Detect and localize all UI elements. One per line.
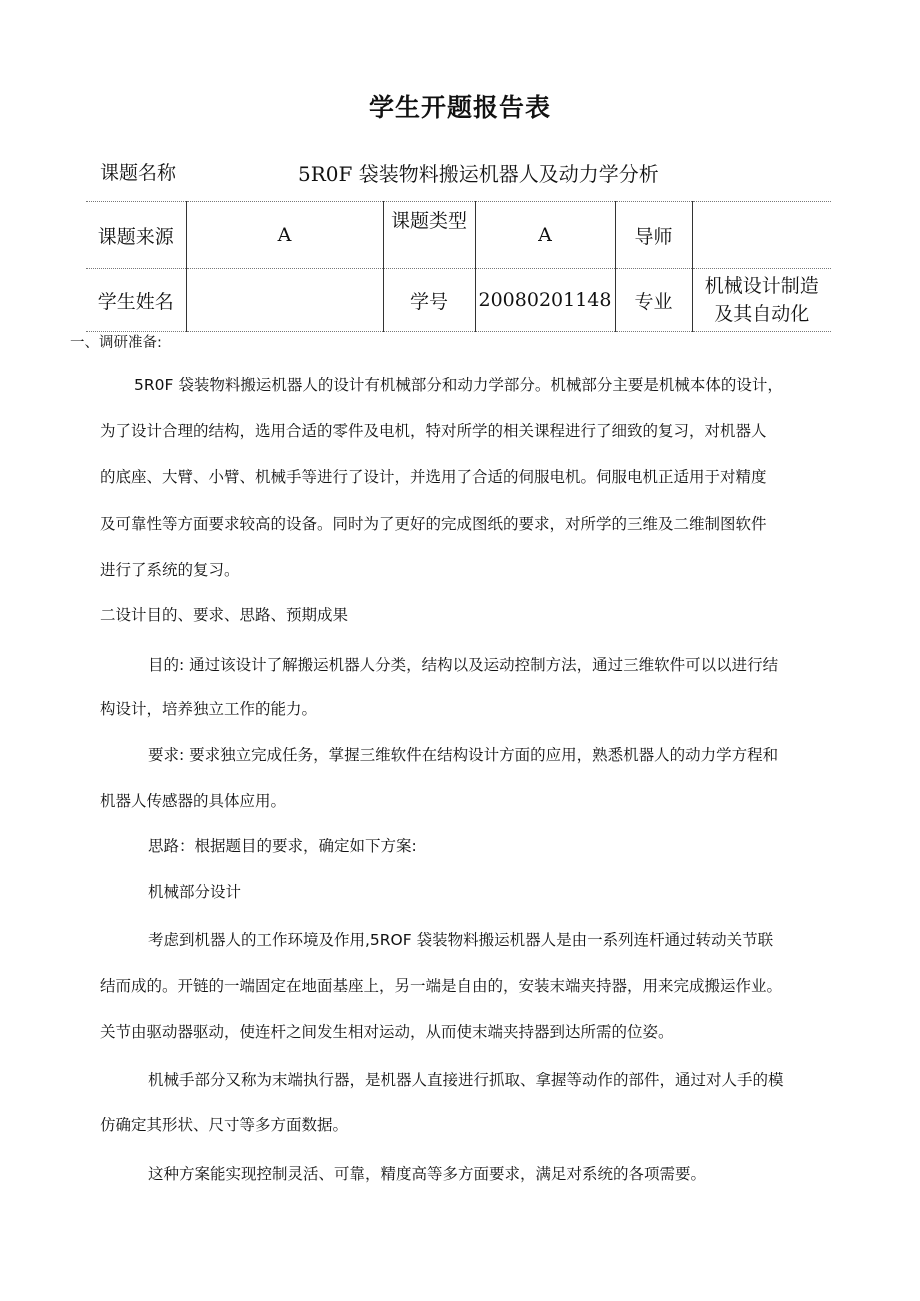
table-row bbox=[86, 202, 831, 269]
mech-heading: 机械部分设计 bbox=[148, 883, 242, 901]
id-value: 20080201148 bbox=[475, 269, 615, 332]
id-label: 学号 bbox=[383, 269, 475, 332]
major-value bbox=[692, 269, 831, 332]
requirement-line: 要求: 要求独立完成任务，掌握三维软件在结构设计方面的应用，熟悉机器人的动力学方程和 bbox=[148, 746, 779, 764]
type-value: A bbox=[475, 202, 615, 269]
student-label: 学生姓名 bbox=[86, 269, 186, 332]
p2-line: 仿确定其形状、尺寸等多方面数据。 bbox=[100, 1116, 349, 1134]
approach-line: 思路：根据题目的要求，确定如下方案: bbox=[148, 837, 417, 855]
section1-line: 5R0F 袋装物料搬运机器人的设计有机械部分和动力学部分。机械部分主要是机械本体的设计， bbox=[134, 376, 783, 394]
p1-line: 考虑到机器人的工作环境及作用,5ROF 袋装物料搬运机器人是由一系列连杆通过转动关节联 bbox=[148, 931, 774, 949]
table-row bbox=[86, 269, 831, 332]
advisor-value bbox=[692, 202, 831, 269]
section1-line: 为了设计合理的结构，选用合适的零件及电机，特对所学的相关课程进行了细致的复习，对机器人 bbox=[100, 422, 767, 440]
section1-heading: 一、调研准备: bbox=[70, 335, 162, 351]
p1-line: 关节由驱动器驱动，使连杆之间发生相对运动，从而使末端夹持器到达所需的位姿。 bbox=[100, 1023, 674, 1041]
p2-line: 机械手部分又称为末端执行器，是机器人直接进行抓取、拿握等动作的部件，通过对人手的模 bbox=[148, 1071, 784, 1089]
type-label: 课题类型 bbox=[383, 202, 475, 269]
topic-label: 课题名称 bbox=[100, 162, 177, 184]
p3-line: 这种方案能实现控制灵活、可靠，精度高等多方面要求，满足对系统的各项需要。 bbox=[148, 1165, 707, 1183]
section1-line: 及可靠性等方面要求较高的设备。同时为了更好的完成图纸的要求，对所学的三维及二维制图软件 bbox=[100, 515, 767, 533]
page-title: 学生开题报告表 bbox=[368, 93, 551, 122]
source-label: 课题来源 bbox=[86, 202, 186, 269]
student-value bbox=[186, 269, 383, 332]
source-value: A bbox=[186, 202, 383, 269]
p1-line: 结而成的。开链的一端固定在地面基座上，另一端是自由的，安装末端夹持器，用来完成搬运作业。 bbox=[100, 977, 783, 995]
purpose-line: 构设计，培养独立工作的能力。 bbox=[100, 700, 318, 718]
purpose-line: 目的: 通过该设计了解搬运机器人分类，结构以及运动控制方法，通过三维软件可以以进行结 bbox=[148, 656, 779, 674]
major-value-line1: 机械设计制造 bbox=[704, 275, 819, 297]
topic-row bbox=[100, 158, 830, 188]
major-label: 专业 bbox=[615, 269, 692, 332]
requirement-line: 机器人传感器的具体应用。 bbox=[100, 792, 287, 810]
advisor-label: 导师 bbox=[615, 202, 692, 269]
section1-line: 的底座、大臂、小臂、机械手等进行了设计，并选用了合适的伺服电机。伺服电机正适用于对精度 bbox=[100, 468, 767, 486]
info-table bbox=[86, 201, 831, 332]
section2-heading: 二设计目的、要求、思路、预期成果 bbox=[100, 606, 349, 624]
section1-line: 进行了系统的复习。 bbox=[100, 561, 240, 579]
topic-value: 5R0F 袋装物料搬运机器人及动力学分析 bbox=[298, 162, 659, 186]
major-value-line2: 及其自动化 bbox=[714, 303, 810, 325]
